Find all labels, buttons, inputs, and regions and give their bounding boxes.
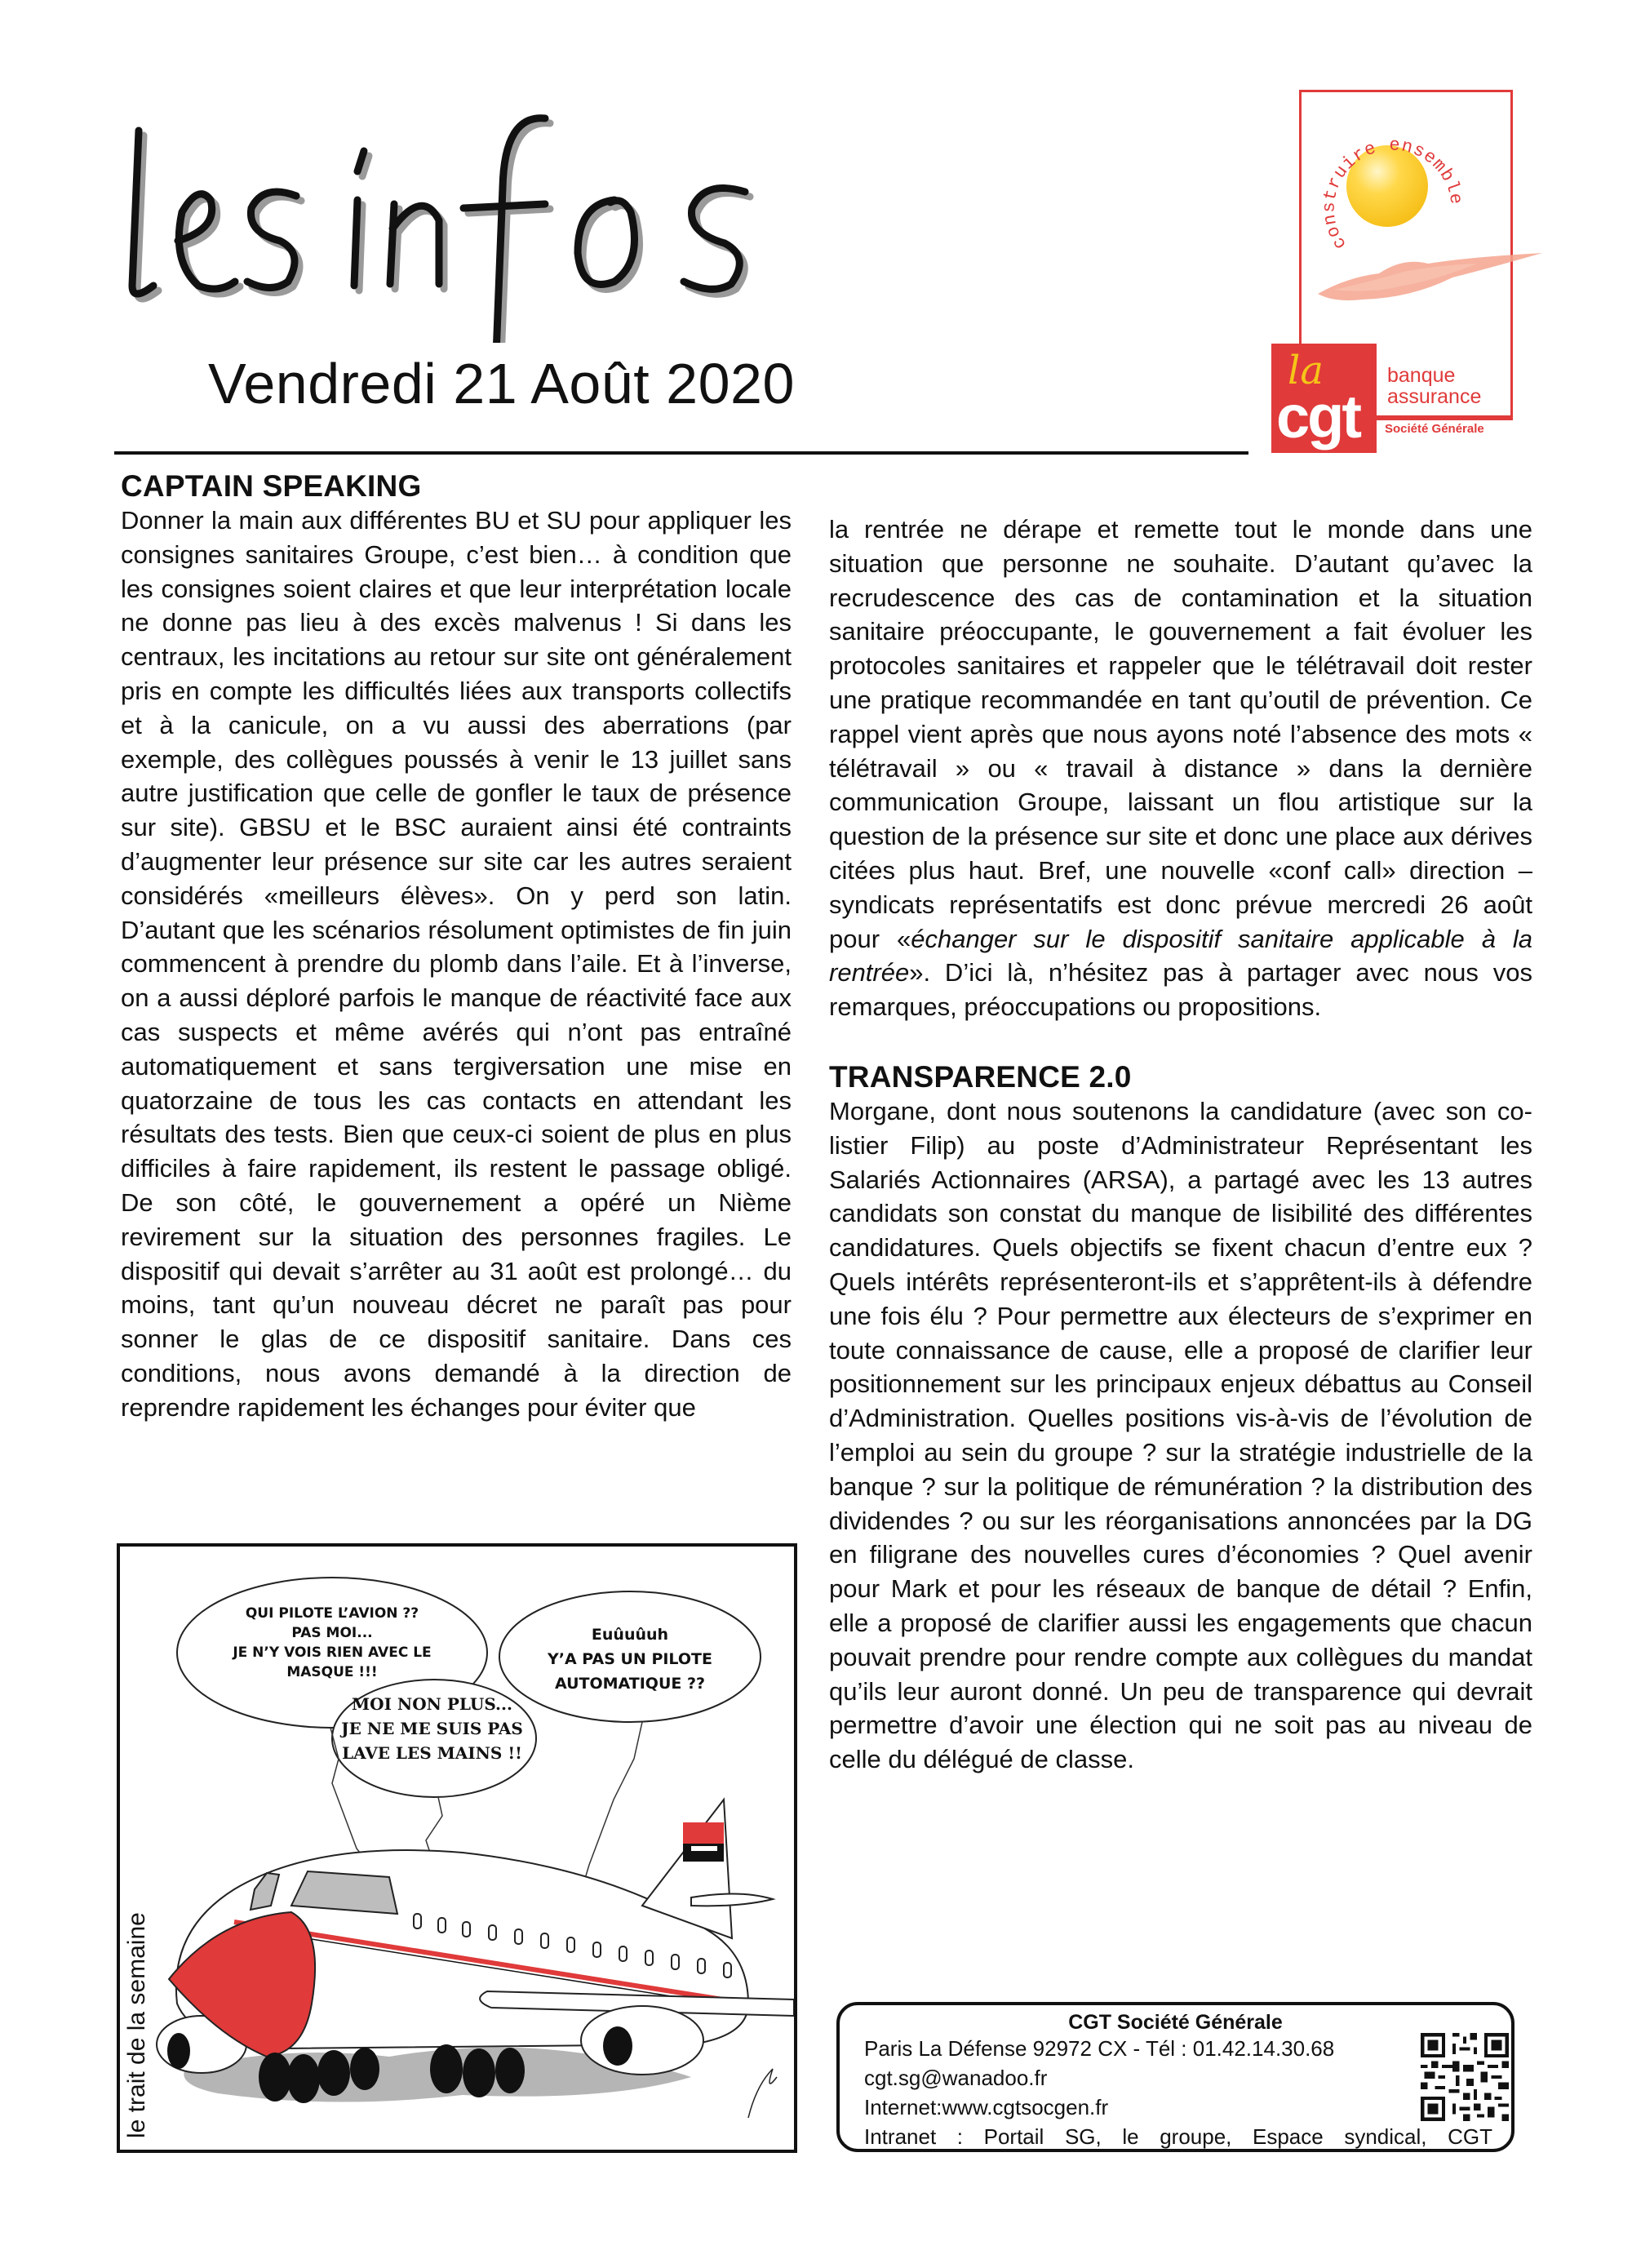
logo-arc-text: [1314, 114, 1477, 269]
speech-bubble-2: [336, 1669, 528, 1765]
bubble-line: Y’A PAS UN PILOTE: [548, 1650, 712, 1668]
logo-la: la: [1288, 348, 1324, 393]
intranet-word: le: [1122, 2124, 1139, 2149]
bubble-line: MOI NON PLUS...: [352, 1694, 512, 1714]
masthead-divider: [114, 451, 1248, 455]
intranet-word: groupe,: [1160, 2124, 1232, 2149]
text-span: ». D’ici là, n’hésitez pas à partager avec nous vos remarques, préoccupations ou propositions.: [829, 958, 1532, 1022]
intranet-word: syndical,: [1344, 2124, 1427, 2149]
text-span: la rentrée ne dérape et remette tout le monde dans une situation que personne ne souhaite. D’autant qu’avec la recrudescence des cas de contamination et la situation sanitaire préoccupante, le gouvernement a fait évoluer les protocoles sanitaires et rappeler que le télétravail doit rester une pratique recommandée en tant qu’outil de prévention. Ce rappel vient après que nous ayons noté l’absence des mots « télétravail » ou « travail à distance » dans la dernière communication Groupe, laissant un flou artistique sur la question de la présence sur site et donc une place aux dérives citées plus haut. Bref, une nouvelle «conf call» direction – syndicats représentatifs est donc prévue mercredi 26 août pour «: [829, 515, 1532, 953]
bubble-line: AUTOMATIQUE ??: [554, 1675, 706, 1693]
article-heading-transparence: TRANSPARENCE 2.0: [829, 1059, 1132, 1094]
cartoon-panel: [117, 1543, 797, 2153]
cloud-swoosh-icon: [1314, 249, 1546, 306]
article-body-left: [121, 504, 792, 1425]
intranet-word: Portail: [983, 2124, 1044, 2149]
masthead-title: [121, 98, 823, 343]
contact-email-link[interactable]: cgt.sg@wanadoo.fr: [864, 2066, 1048, 2090]
article-body-right: [829, 513, 1532, 1024]
article-heading-captain-speaking: CAPTAIN SPEAKING: [121, 469, 422, 503]
contact-website-link[interactable]: Internet:www.cgtsocgen.fr: [864, 2095, 1109, 2119]
column-left: [121, 469, 792, 1425]
contact-title: CGT Société Générale: [1068, 2011, 1283, 2034]
logo-rule: [1377, 415, 1513, 418]
contact-address: Paris La Défense 92972 CX - Tél : 01.42.14.30.68: [864, 2036, 1335, 2061]
bubble-line: JE N’Y VOIS RIEN AVEC LE: [233, 1644, 432, 1661]
logo-org-name: Société Générale: [1385, 422, 1484, 436]
quote-text: échanger sur le dispositif sanitaire applicable à la rentrée: [829, 924, 1532, 988]
bubble-line: JE NE ME SUIS PAS: [341, 1719, 523, 1738]
intranet-word: :: [956, 2124, 964, 2149]
bubble-line: LAVE LES MAINS !!: [342, 1743, 522, 1763]
logo-cgt: cgt: [1276, 383, 1359, 450]
cgt-logo: [1269, 86, 1542, 457]
contact-box: [836, 2002, 1514, 2152]
bubble-line: PAS MOI...: [291, 1625, 373, 1641]
intranet-word: Espace: [1253, 2124, 1324, 2149]
contact-intranet: [864, 2124, 1492, 2149]
issue-date: Vendredi 21 Août 2020: [208, 352, 795, 415]
column-right: [829, 513, 1532, 1777]
intranet-word: CGT: [1448, 2124, 1492, 2149]
article1-paragraph-left: Donner la main aux différentes BU et SU pour appliquer les consignes sanitaires Groupe, c’est bien… à condition que les consignes soient claires et que leur interprétation locale ne donne pas lieu à des excès malvenus ! Si dans les centraux, les incitations au retour sur site ont généralement pris en compte les difficultés liées aux transports collectifs et à la canicule, on a vu aussi des aberrations (par exemple, des collègues poussés à venir le 13 juillet sans autre justification que celle de gonfler le taux de présence sur site). GBSU et le BSC auraient ainsi été contraints d’augmenter leur présence sur site car les autres seraient considérés «meilleurs élèves». On y perd son latin. D’autant que les scénarios résolument optimistes de fin juin commencent à prendre du plomb dans l’aile. Et à l’inverse, on a aussi déploré parfois le manque de réactivité face aux cas suspects et même avérés qui n’ont pas entraîné automatiquement et sans tergiversation une mise en quatorzaine de tous les cas contacts en attendant les résultats des tests. Bien que ceux-ci soient de plus en plus difficiles à faire rapidement, ils restent le passage obligé. De son côté, le gouvernement a opéré un Nième revirement sur la situation des personnes fragiles. Le dispositif qui devait s’arrêter au 31 août est prolongé… du moins, tant qu’un nouveau décret ne paraît pas pour sonner le glas de ce dispositif sanitaire. Dans ces conditions, nous avons demandé à la direction de reprendre rapidement les échanges pour éviter que: [121, 506, 792, 1422]
cartoon-caption: le trait de la semaine: [123, 1912, 150, 2138]
article1-paragraph-right: [829, 513, 1532, 1024]
intranet-word: Intranet: [864, 2124, 937, 2149]
qr-code-icon[interactable]: [1421, 2033, 1509, 2121]
logo-banque: banque: [1387, 364, 1456, 387]
bubble-line: Euûuûuh: [591, 1626, 669, 1644]
cgt-red-box: [1271, 344, 1377, 453]
bubble-line: MASQUE !!!: [286, 1664, 378, 1680]
article2-body: [829, 1094, 1532, 1777]
svg-text:construire ensemble: construire ensemble: [1319, 135, 1466, 253]
intranet-word: SG,: [1064, 2124, 1102, 2149]
speech-bubble-3: [512, 1600, 748, 1696]
handwritten-title-graphic: [121, 98, 823, 343]
article2-paragraph: Morgane, dont nous soutenons la candidature (avec son co-listier Filip) au poste d’Administrateur Représentant les Salariés Actionnaires (ARSA), a partagé avec les 13 autres candidats son constat du manque de lisibilité des différentes candidatures. Quels objectifs se fixent chacun d’entre eux ? Quels intérêts représenteront-ils et s’apprêtent-ils à défendre une fois élu ? Pour permettre aux électeurs de s’exprimer en toute connaissance de cause, elle a proposé de clarifier leur positionnement sur les principaux enjeux débattus au Conseil d’Administration. Quelles positions vis-à-vis de l’évolution de l’emploi au sein du groupe ? sur la stratégie industrielle de la banque ? sur la politique de rémunération ? la distribution des dividendes ? ou sur les réorganisations annoncées par la DG en filigrane des nouvelles cures d’économies ? Quel avenir pour Mark et pour les réseaux de banque de détail ? Enfin, elle a proposé de clarifier aussi les engagements que chacun pouvait prendre pour rendre compte aux collègues du mandat qu’ils leur auront donné. Un peu de transparence qui devrait permettre d’avoir une élection qui ne soit pas au niveau de celle du délégué de classe.: [829, 1096, 1532, 1774]
logo-assurance: assurance: [1387, 385, 1482, 408]
bubble-line: QUI PILOTE L’AVION ??: [245, 1605, 419, 1622]
speech-bubble-1: [197, 1579, 467, 1682]
